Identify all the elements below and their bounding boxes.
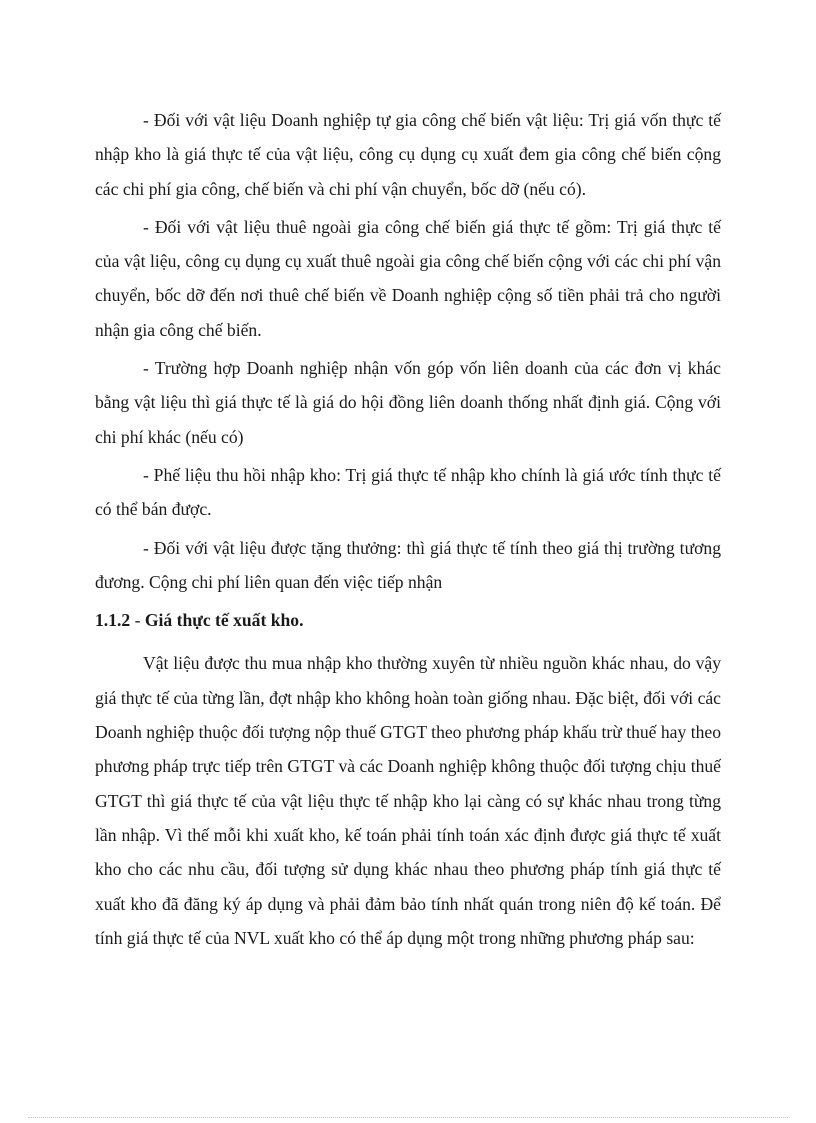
section-number: 1.1.2 xyxy=(95,610,131,631)
paragraph-joint-venture-capital: - Trường hợp Doanh nghiệp nhận vốn góp vốn liên doanh của các đơn vị khác bằng vật liệu thì giá thực tế là giá do hội đồng liên doanh thống nhất định giá. Cộng với chi phí khác (nếu có) xyxy=(95,358,721,447)
section-separator: - xyxy=(130,610,145,631)
document-body xyxy=(95,103,721,959)
paragraph-outsourced-processing: - Đối với vật liệu thuê ngoài gia công chế biến giá thực tế gồm: Trị giá thực tế của vật liệu, công cụ dụng cụ xuất thuê ngoài gia công chế biến cộng với các chi phí vận chuyển, bốc dỡ đến nơi thuê chế biến về Doanh nghiệp cộng số tiền phải trả cho người nhận gia công chế biến. xyxy=(95,216,721,340)
paragraph-export-price: Vật liệu được thu mua nhập kho thường xuyên từ nhiều nguồn khác nhau, do vậy giá thực tế của từng lần, đợt nhập kho không hoàn toàn giống nhau. Đặc biệt, đối với các Doanh nghiệp thuộc đối tượng nộp thuế GTGT theo phương pháp khấu trừ thuế hay theo phương pháp trực tiếp trên GTGT và các Doanh nghiệp không thuộc đối tượng chịu thuế GTGT thì giá thực tế của vật liệu thực tế nhập kho lại càng có sự khác nhau trong từng lần nhập. Vì thế mỗi khi xuất kho, kế toán phải tính toán xác định được giá thực tế xuất kho cho các nhu cầu, đối tượng sử dụng khác nhau theo phương pháp tính giá thực tế xuất kho đã đăng ký áp dụng và phải đảm bảo tính nhất quán trong niên độ kế toán. Để tính giá thực tế của NVL xuất kho có thể áp dụng một trong những phương pháp sau: xyxy=(95,653,721,948)
paragraph-donated-materials: - Đối với vật liệu được tặng thưởng: thì giá thực tế tính theo giá thị trường tương đương. Cộng chi phí liên quan đến việc tiếp nhận xyxy=(95,537,721,592)
page-bottom-divider xyxy=(28,1117,788,1118)
section-heading xyxy=(95,603,721,637)
paragraph-self-processed-materials: - Đối với vật liệu Doanh nghiệp tự gia công chế biến vật liệu: Trị giá vốn thực tế nhập kho là giá thực tế của vật liệu, công cụ dụng cụ xuất đem gia công chế biến cộng các chi phí gia công, chế biến và chi phí vận chuyển, bốc dỡ (nếu có). xyxy=(95,110,721,199)
section-title: Giá thực tế xuất kho. xyxy=(144,610,304,631)
paragraph-recovered-scrap: - Phế liệu thu hồi nhập kho: Trị giá thực tế nhập kho chính là giá ước tính thực tế có thể bán được. xyxy=(95,464,721,520)
